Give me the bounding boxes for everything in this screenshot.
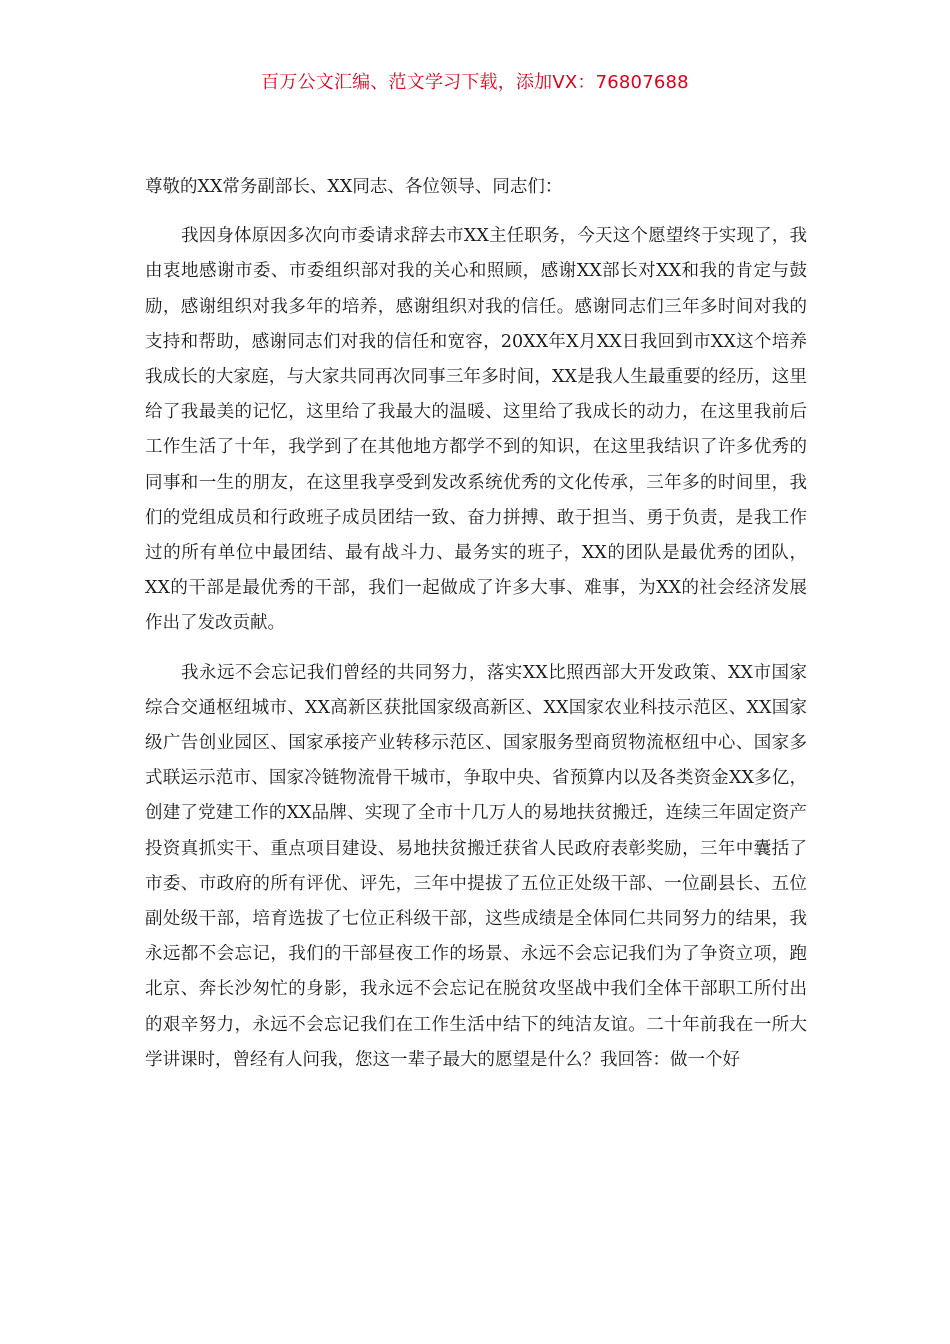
letter-body xyxy=(145,170,807,1092)
paragraph-2: 我永远不会忘记我们曾经的共同努力，落实XX比照西部大开发政策、XX市国家综合交通枢纽城市、XX高新区获批国家级高新区、XX国家农业科技示范区、XX国家级广告创业园区、国家承接产业转移示范区、国家服务型商贸物流枢纽中心、国家多式联运示范市、国家冷链物流骨干城市，争取中央、省预算内以及各类资金XX多亿，创建了党建工作的XX品牌、实现了全市十几万人的易地扶贫搬迁，连续三年固定资产投资真抓实干、重点项目建设、易地扶贫搬迁获省人民政府表彰奖励，三年中囊括了市委、市政府的所有评优、评先，三年中提拔了五位正处级干部、一位副县长、五位副处级干部，培育选拔了七位正科级干部，这些成绩是全体同仁共同努力的结果，我永远都不会忘记，我们的干部昼夜工作的场景、永远不会忘记我们为了争资立项，跑北京、奔长沙匆忙的身影，我永远不会忘记在脱贫攻坚战中我们全体干部职工所付出的艰辛努力，永远不会忘记我们在工作生活中结下的纯洁友谊。二十年前我在一所大学讲课时，曾经有人问我，您这一辈子最大的愿望是什么？我回答：做一个好 xyxy=(145,662,807,1070)
salutation: 尊敬的XX常务副部长、XX同志、各位领导、同志们： xyxy=(145,177,563,197)
header-banner: 百万公文汇编、范文学习下载，添加VX：76807688 xyxy=(261,72,689,93)
paragraph-1: 我因身体原因多次向市委请求辞去市XX主任职务，今天这个愿望终于实现了，我由衷地感谢市委、市委组织部对我的关心和照顾，感谢XX部长对XX和我的肯定与鼓励，感谢组织对我多年的培养，感谢组织对我的信任。感谢同志们三年多时间对我的支持和帮助，感谢同志们对我的信任和宽容，20XX年X月XX日我回到市XX这个培养我成长的大家庭，与大家共同再次同事三年多时间，XX是我人生最重要的经历，这里给了我最美的记忆，这里给了我最大的温暖、这里给了我成长的动力，在这里我前后工作生活了十年，我学到了在其他地方都学不到的知识，在这里我结识了许多优秀的同事和一生的朋友，在这里我享受到发改系统优秀的文化传承，三年多的时间里，我们的党组成员和行政班子成员团结一致、奋力拼搏、敢于担当、勇于负责，是我工作过的所有单位中最团结、最有战斗力、最务实的班子，XX的团队是最优秀的团队，XX的干部是最优秀的干部，我们一起做成了许多大事、难事，为XX的社会经济发展作出了发改贡献。 xyxy=(145,226,807,634)
